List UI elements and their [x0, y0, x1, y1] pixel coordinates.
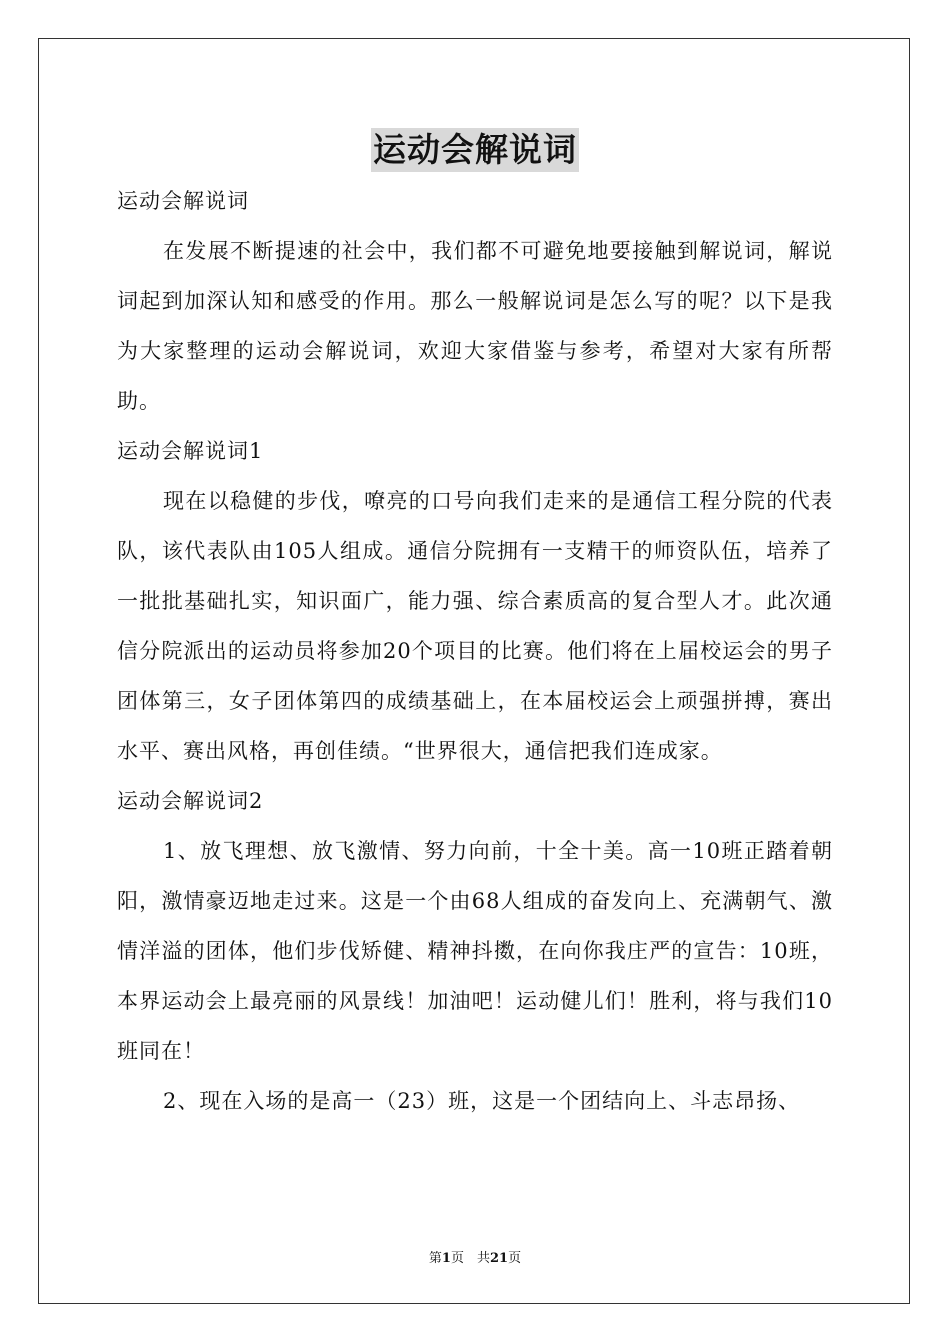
- document-body: [117, 176, 833, 1126]
- section-2-paragraph-1: 1、放飞理想、放飞激情、努力向前，十全十美。高一10班正踏着朝阳，激情豪迈地走过来。这是一个由68人组成的奋发向上、充满朝气、激情洋溢的团体，他们步伐矫健、精神抖擞，在向你我庄严的宣告：10班，本界运动会上最亮丽的风景线！加油吧！运动健儿们！胜利，将与我们10班同在！: [117, 839, 833, 1063]
- section-1-paragraph: 现在以稳健的步伐，嘹亮的口号向我们走来的是通信工程分院的代表队，该代表队由105人组成。通信分院拥有一支精干的师资队伍，培养了一批批基础扎实，知识面广，能力强、综合素质高的复合型人才。此次通信分院派出的运动员将参加20个项目的比赛。他们将在上届校运会的男子团体第三，女子团体第四的成绩基础上，在本届校运会上顽强拼搏，赛出水平、赛出风格，再创佳绩。“世界很大，通信把我们连成家。: [117, 489, 833, 763]
- document-title: [0, 128, 950, 172]
- page-footer: [0, 1247, 950, 1266]
- footer-suffix: 页: [508, 1251, 522, 1266]
- document-title-text: 运动会解说词: [371, 128, 579, 172]
- footer-total-pages: 21: [489, 1251, 509, 1266]
- section-1-heading: 运动会解说词1: [117, 439, 264, 463]
- section-2-heading: 运动会解说词2: [117, 789, 264, 813]
- footer-prefix: 第: [428, 1251, 442, 1266]
- section-2-paragraph-2: 2、现在入场的是高一（23）班，这是一个团结向上、斗志昂扬、: [163, 1089, 801, 1113]
- intro-heading: 运动会解说词: [117, 189, 249, 213]
- intro-paragraph: 在发展不断提速的社会中，我们都不可避免地要接触到解说词，解说词起到加深认知和感受的作用。那么一般解说词是怎么写的呢？以下是我为大家整理的运动会解说词，欢迎大家借鉴与参考，希望对大家有所帮助。: [117, 239, 833, 413]
- footer-mid: 页 共: [450, 1251, 490, 1266]
- footer-current-page: 1: [441, 1251, 451, 1266]
